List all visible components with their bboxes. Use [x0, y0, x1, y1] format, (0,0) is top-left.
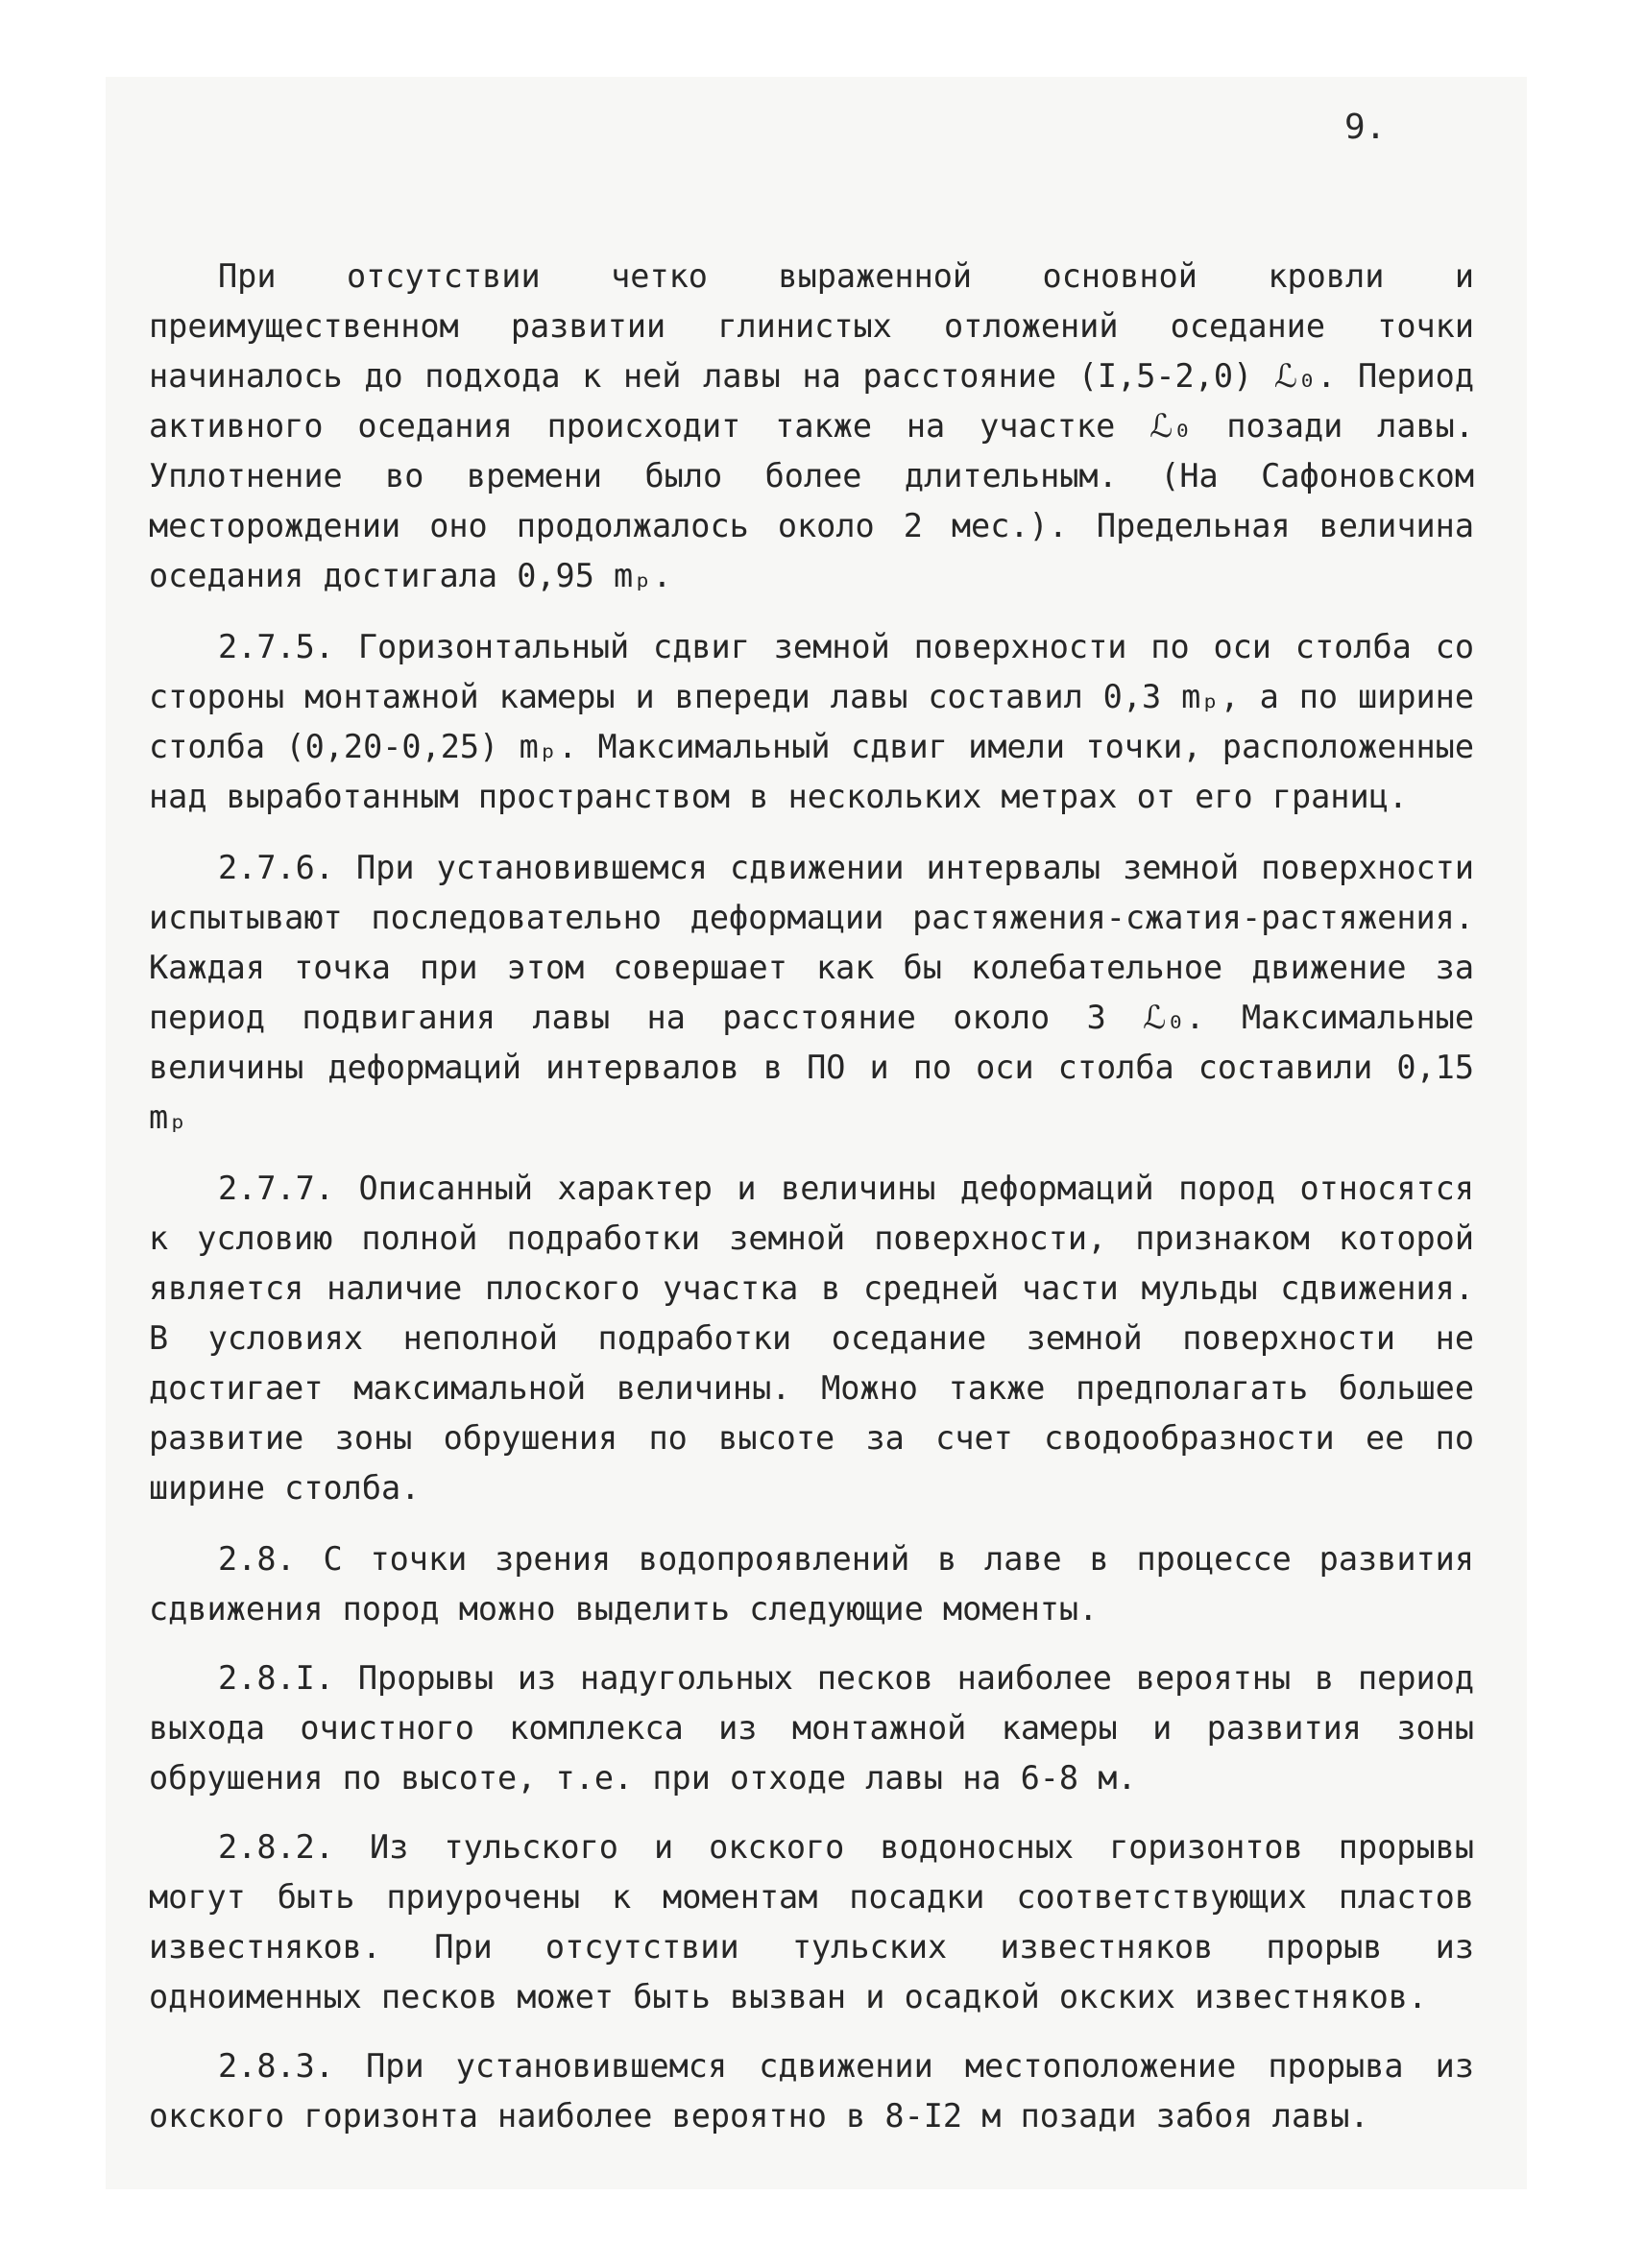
paragraph-2-7-5: 2.7.5. Горизонтальный сдвиг земной поверхности по оси столба со стороны монтажной камеры и впереди лавы составил 0,3 mₚ, а по ширине столба (0,20-0,25) mₚ. Максимальный сдвиг имели точки, расположенные над выработанным пространством в нескольких метрах от его границ.	[149, 628, 1474, 815]
paragraph-2-8-3: 2.8.3. При установившемся сдвижении местоположение прорыва из окского горизонта наиболее вероятно в 8-I2 м позади забоя лавы.	[149, 2047, 1474, 2135]
paragraph-roof-absence: При отсутствии четко выраженной основной кровли и преимущественном развитии глинистых отложений оседание точки начиналось до подхода к ней лавы на расстояние (I,5-2,0) ℒ₀. Период активного оседания происходит также на участке ℒ₀ позади лавы. Уплотнение во времени было более длительным. (На Сафоновском месторождении оно продолжалось около 2 мес.). Предельная величина оседания достигала 0,95 mₚ.	[149, 257, 1474, 594]
document-body	[149, 252, 1474, 2160]
paragraph-2-7-7: 2.7.7. Описанный характер и величины деформаций пород относятся к условию полной подработки земной поверхности, признаком которой является наличие плоского участка в средней части мульды сдвижения. В условиях неполной подработки оседание земной поверхности не достигает максимальной величины. Можно также предполагать большее развитие зоны обрушения по высоте за счет сводообразности ее по ширине столба.	[149, 1170, 1474, 1507]
page-number: 9.	[1344, 108, 1387, 147]
paragraph-2-8-1: 2.8.I. Прорывы из надугольных песков наиболее вероятны в период выхода очистного комплекса из монтажной камеры и развития зоны обрушения по высоте, т.е. при отходе лавы на 6-8 м.	[149, 1659, 1474, 1797]
paragraph-2-8: 2.8. С точки зрения водопроявлений в лаве в процессе развития сдвижения пород можно выделить следующие моменты.	[149, 1540, 1474, 1628]
paragraph-2-7-6: 2.7.6. При установившемся сдвижении интервалы земной поверхности испытывают последовательно деформации растяжения-сжатия-растяжения. Каждая точка при этом совершает как бы колебательное движение за период подвигания лавы на расстояние около 3 ℒ₀. Максимальные величины деформаций интервалов в ПО и по оси столба составили 0,15 mₚ	[149, 849, 1474, 1136]
paragraph-2-8-2: 2.8.2. Из тульского и окского водоносных горизонтов прорывы могут быть приурочены к моментам посадки соответствующих пластов известняков. При отсутствии тульских известняков прорыв из одноименных песков может быть вызван и осадкой окских известняков.	[149, 1828, 1474, 2015]
